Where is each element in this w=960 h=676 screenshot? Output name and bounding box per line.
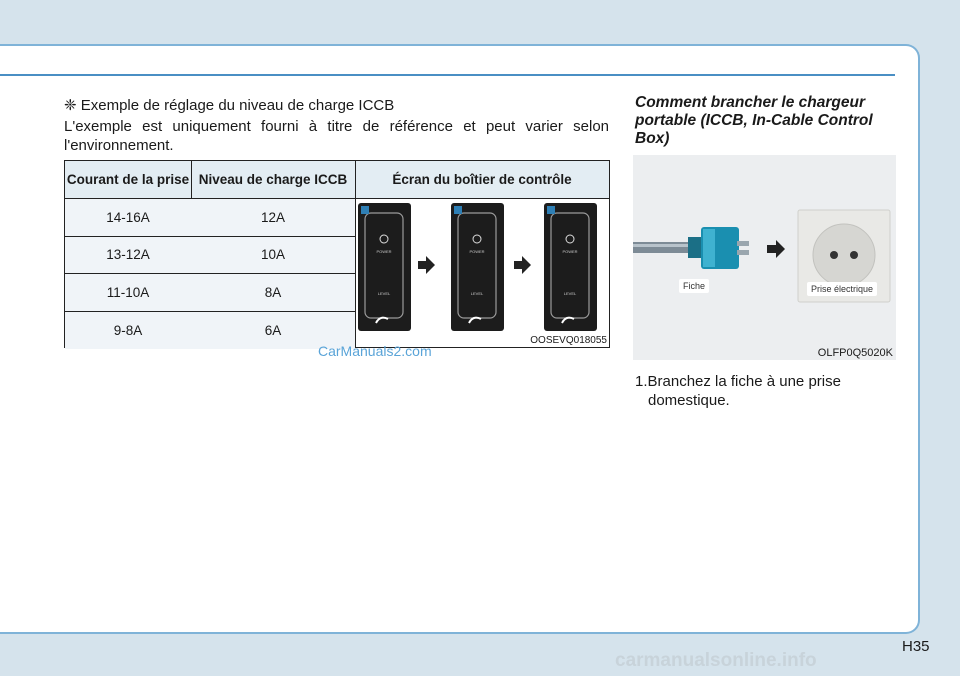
svg-text:LEVEL: LEVEL <box>470 291 484 296</box>
cell-current: 13-12A <box>106 247 150 263</box>
arrow-right-icon <box>514 256 531 274</box>
page-number: H35 <box>902 638 930 655</box>
plug-outlet-illustration <box>633 155 896 360</box>
svg-text:POWER: POWER <box>469 249 485 254</box>
svg-text:POWER: POWER <box>376 249 392 254</box>
image-code: OOSEVQ018055 <box>530 335 607 346</box>
cell-current: 14-16A <box>106 209 150 225</box>
plug-label: Fiche <box>679 279 709 293</box>
cell-level: 6A <box>264 322 282 338</box>
svg-text:LEVEL: LEVEL <box>377 291 391 296</box>
step-1-line-1: 1.Branchez la fiche à une prise <box>635 373 841 390</box>
note-title: ❈ Exemple de réglage du niveau de charge ICCB <box>64 97 395 114</box>
watermark: CarManuals2.com <box>318 343 432 359</box>
step-1 <box>635 372 897 410</box>
top-rule <box>0 74 895 76</box>
control-box-screens-graphic <box>356 199 609 334</box>
control-box-2 <box>451 203 504 331</box>
cell-current: 9-8A <box>113 322 143 338</box>
charge-level-table <box>64 160 610 348</box>
table-row <box>65 237 355 275</box>
outlet-label: Prise électrique <box>807 282 877 296</box>
table-row <box>65 199 355 237</box>
plug-outlet-graphic <box>633 155 896 345</box>
control-box-1 <box>358 203 411 331</box>
arrow-right-icon <box>418 256 435 274</box>
svg-text:POWER: POWER <box>562 249 578 254</box>
cell-level: 12A <box>260 209 286 225</box>
arrow-right-icon <box>767 240 785 258</box>
control-box-3 <box>544 203 597 331</box>
header-outlet-current: Courant de la prise <box>66 172 190 187</box>
table-row <box>65 312 355 350</box>
control-box-illustration <box>356 199 609 347</box>
cell-current: 11-10A <box>106 284 150 300</box>
header-iccb-level: Niveau de charge ICCB <box>198 172 348 187</box>
svg-text:LEVEL: LEVEL <box>563 291 577 296</box>
table-header <box>65 161 609 199</box>
cell-level: 10A <box>260 247 286 263</box>
plug-cable <box>633 242 695 253</box>
table-row <box>65 274 355 312</box>
image-code: OLFP0Q5020K <box>817 347 893 359</box>
header-control-box-screen: Écran du boîtier de contrôle <box>392 172 572 187</box>
step-1-line-2: domestique. <box>648 392 730 409</box>
section-title: Comment brancher le chargeur portable (ICCB, In-Cable Control Box) <box>635 94 873 147</box>
footer-watermark: carmanualsonline.info <box>615 650 817 671</box>
cell-level: 8A <box>264 284 282 300</box>
note-body: L'exemple est uniquement fourni à titre de référence et peut varier selon l'environnement. <box>64 118 609 154</box>
table-body <box>65 199 355 349</box>
